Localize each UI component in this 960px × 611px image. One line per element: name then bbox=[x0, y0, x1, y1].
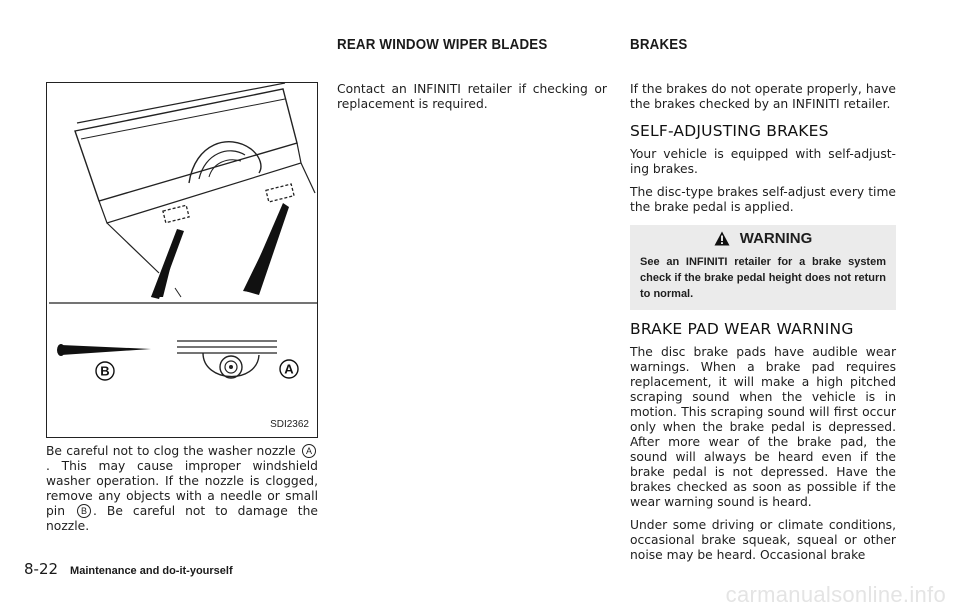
label-a: A bbox=[284, 361, 294, 377]
page-number: 8-22 bbox=[24, 560, 59, 578]
warning-box bbox=[630, 225, 896, 310]
heading-brake-pad: BRAKE PAD WEAR WARNING bbox=[630, 320, 854, 338]
nozzle-text-3: . Be careful not to damage the nozzle. bbox=[46, 504, 318, 533]
label-a-marker bbox=[280, 360, 298, 378]
label-b: B bbox=[100, 363, 110, 379]
warning-title: WARNING bbox=[739, 230, 813, 247]
column-2 bbox=[337, 82, 607, 120]
column-header-brakes: BRAKES bbox=[630, 37, 688, 53]
nozzle-paragraph bbox=[46, 444, 318, 534]
nozzle-text-1: Be careful not to clog the washer nozzle bbox=[46, 444, 296, 458]
column-1 bbox=[46, 444, 318, 542]
brake-pad-p1: The disc brake pads have audible wear warnings. When a brake pad requires replacement, it will make a high pitched scraping sound when the vehicle is in motion. This scraping sound will first occur only when the brake pedal is depressed. After more wear of the brake pad, the sound will always be heard even if the brake pedal is not depressed. Have the brakes checked as soon as possible if the wear warning sound is heard. bbox=[630, 345, 896, 509]
warning-triangle-icon bbox=[714, 231, 730, 246]
nozzle-illustration bbox=[47, 83, 319, 439]
self-adjust-p1: Your vehicle is equipped with self-adjust-ing brakes. bbox=[630, 147, 896, 176]
column-3 bbox=[630, 82, 896, 571]
section-name: Maintenance and do-it-yourself bbox=[70, 565, 233, 577]
inline-label-b: B bbox=[77, 504, 91, 518]
retailer-paragraph: Contact an INFINITI retailer if checking or replacement is required. bbox=[337, 82, 607, 111]
column-header-wiper: REAR WINDOW WIPER BLADES bbox=[337, 37, 548, 53]
brakes-intro: If the brakes do not operate properly, have the brakes checked by an INFINITI retailer. bbox=[630, 82, 896, 111]
heading-self-adjusting: SELF-ADJUSTING BRAKES bbox=[630, 122, 829, 140]
warning-text: See an INFINITI retailer for a brake system check if the brake pedal height does not return to normal. bbox=[640, 256, 886, 300]
brake-pad-p2: Under some driving or climate conditions, occasional brake squeak, squeal or other noise may be heard. Occasional brake bbox=[630, 518, 896, 562]
page-footer bbox=[24, 560, 233, 578]
watermark: carmanualsonline.info bbox=[725, 582, 946, 607]
figure-washer-nozzle bbox=[46, 82, 318, 438]
warning-header bbox=[640, 231, 886, 246]
nozzle-text-2: . This may cause improper windshield washer operation. If the nozzle is clogged, remove any objects with a needle or small pin bbox=[46, 459, 318, 518]
inline-label-a: A bbox=[302, 444, 316, 458]
self-adjust-p2: The disc-type brakes self-adjust every time the brake pedal is applied. bbox=[630, 185, 896, 214]
label-b-marker bbox=[96, 362, 114, 380]
figure-code: SDI2362 bbox=[270, 419, 309, 430]
